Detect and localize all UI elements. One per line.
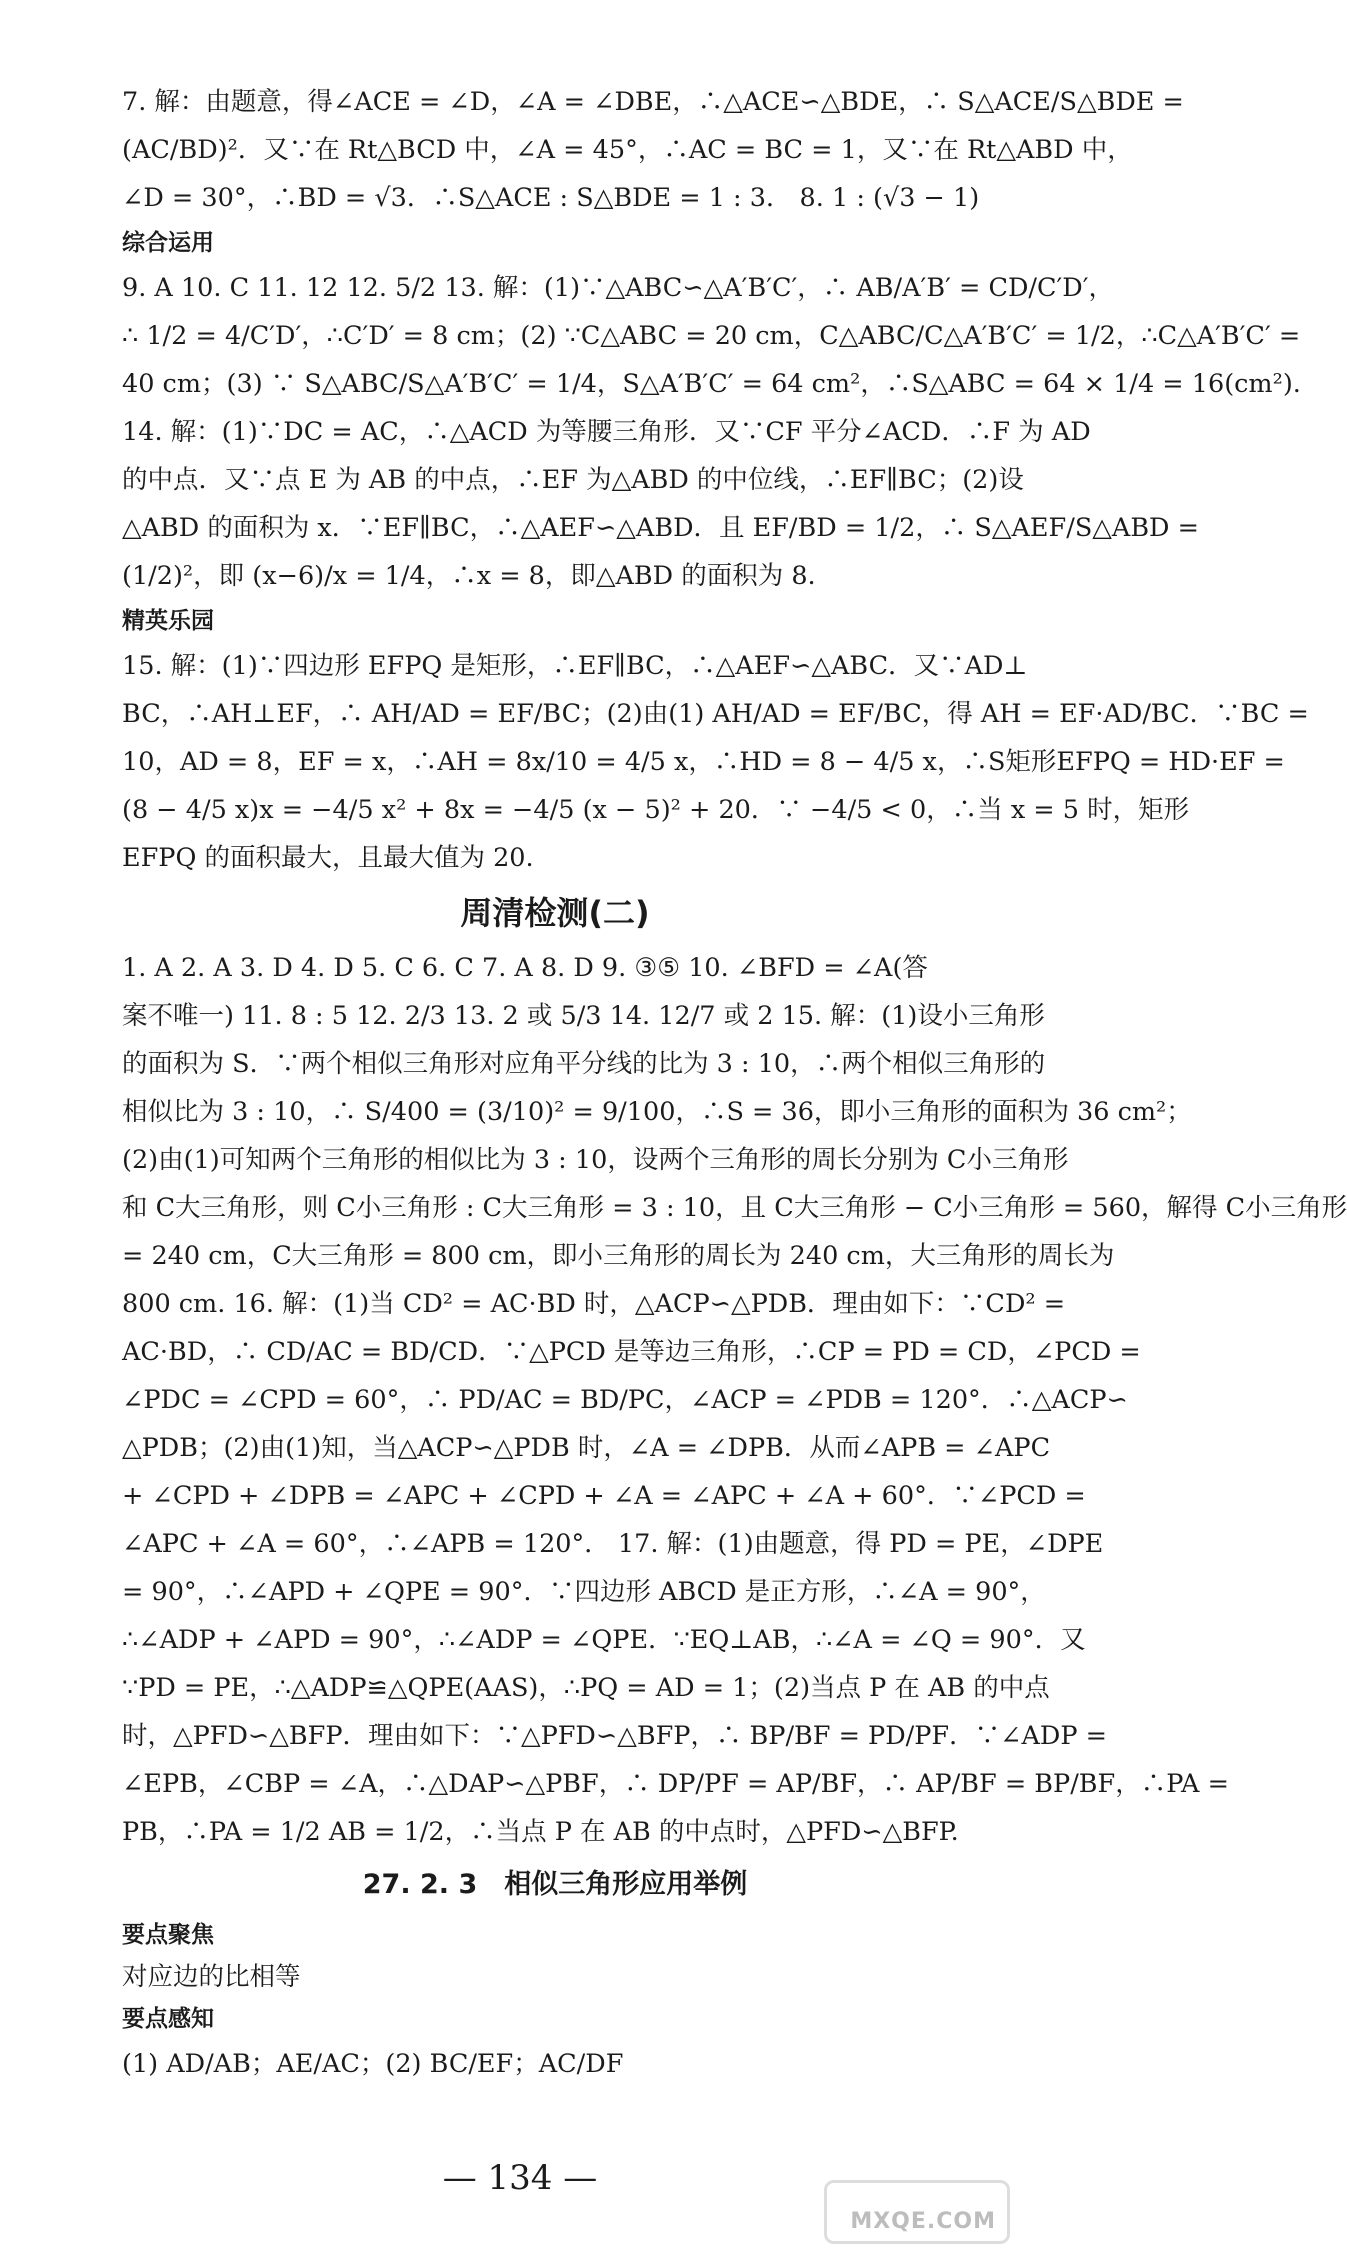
text-line: 15. 解：(1)∵四边形 EFPQ 是矩形，∴EF∥BC，∴△AEF∽△ABC．又∵AD⊥ (122, 651, 1028, 681)
text-line: + ∠CPD + ∠DPB = ∠APC + ∠CPD + ∠A = ∠APC + ∠A + 60°．∵∠PCD = (122, 1481, 1086, 1511)
text-line: 9. A 10. C 11. 12 12. 5/2 13. 解：(1)∵△ABC∽△A′B′C′，∴ AB/A′B′ = CD/C′D′， (122, 273, 1115, 303)
text-line: BC，∴AH⊥EF，∴ AH/AD = EF/BC；(2)由(1) AH/AD = EF/BC，得 AH = EF·AD/BC．∵BC = (122, 699, 1309, 729)
text-line: 7. 解：由题意，得∠ACE = ∠D，∠A = ∠DBE，∴△ACE∽△BDE，∴ S△ACE/S△BDE = (122, 87, 1184, 117)
text-line: (AC/BD)²．又∵在 Rt△BCD 中，∠A = 45°，∴AC = BC = 1，又∵在 Rt△ABD 中， (122, 135, 1133, 165)
section-label: 精英乐园 (122, 608, 214, 634)
text-line: 1. A 2. A 3. D 4. D 5. C 6. C 7. A 8. D 9. ③⑤ 10. ∠BFD = ∠A(答 (122, 953, 928, 983)
text-line: = 240 cm，C大三角形 = 800 cm，即小三角形的周长为 240 cm，大三角形的周长为 (122, 1241, 1115, 1271)
text-line: 时，△PFD∽△BFP．理由如下：∵△PFD∽△BFP，∴ BP/BF = PD/PF．∵∠ADP = (122, 1721, 1107, 1751)
text-line: ∠PDC = ∠CPD = 60°，∴ PD/AC = BD/PC，∠ACP = ∠PDB = 120°．∴△ACP∽ (122, 1385, 1128, 1415)
section-heading: 27. 2. 3 相似三角形应用举例 (362, 1869, 748, 1900)
text-line: ∠EPB，∠CBP = ∠A，∴△DAP∽△PBF，∴ DP/PF = AP/BF，∴ AP/BF = BP/BF，∴PA = (122, 1769, 1229, 1799)
text-line: PB，∴PA = 1/2 AB = 1/2，∴当点 P 在 AB 的中点时，△PFD∽△BFP. (122, 1817, 959, 1847)
text-line: 10，AD = 8，EF = x，∴AH = 8x/10 = 4/5 x，∴HD = 8 − 4/5 x，∴S矩形EFPQ = HD·EF = (122, 747, 1285, 777)
section-heading: 周清检测(二) (460, 894, 650, 932)
text-line: = 90°，∴∠APD + ∠QPE = 90°．∵四边形 ABCD 是正方形，∴∠A = 90°， (122, 1577, 1046, 1607)
text-line: AC·BD，∴ CD/AC = BD/CD．∵△PCD 是等边三角形，∴CP = PD = CD，∠PCD = (122, 1337, 1141, 1367)
text-line: (1) AD/AB；AE/AC；(2) BC/EF；AC/DF (122, 2049, 624, 2079)
answer-content (122, 78, 1347, 2088)
text-line: 案不唯一) 11. 8 : 5 12. 2/3 13. 2 或 5/3 14. 12/7 或 2 15. 解：(1)设小三角形 (122, 1001, 1045, 1031)
site-watermark (820, 2180, 1010, 2240)
text-line: 的中点．又∵点 E 为 AB 的中点，∴EF 为△ABD 的中位线，∴EF∥BC；(2)设 (122, 465, 1024, 495)
text-line: (1/2)²，即 (x−6)/x = 1/4，∴x = 8，即△ABD 的面积为 8. (122, 561, 816, 591)
text-line: ∴∠ADP + ∠APD = 90°，∴∠ADP = ∠QPE．∵EQ⊥AB，∴∠A = ∠Q = 90°．又 (122, 1625, 1086, 1655)
text-line: △ABD 的面积为 x．∵EF∥BC，∴△AEF∽△ABD．且 EF/BD = 1/2，∴ S△AEF/S△ABD = (122, 513, 1199, 543)
section-label: 综合运用 (122, 230, 214, 256)
page-number: — 134 — (442, 2158, 598, 2198)
section-label: 要点感知 (122, 2006, 214, 2032)
text-line: 相似比为 3 : 10，∴ S/400 = (3/10)² = 9/100，∴S = 36，即小三角形的面积为 36 cm²； (122, 1097, 1192, 1127)
text-line: 800 cm. 16. 解：(1)当 CD² = AC·BD 时，△ACP∽△PDB．理由如下：∵CD² = (122, 1289, 1066, 1319)
watermark-text: MXQE.COM (850, 2209, 996, 2234)
text-line: ∠APC + ∠A = 60°，∴∠APB = 120°． 17. 解：(1)由题意，得 PD = PE，∠DPE (122, 1529, 1104, 1559)
text-line: 的面积为 S．∵两个相似三角形对应角平分线的比为 3 : 10，∴两个相似三角形的 (122, 1049, 1046, 1079)
text-line: ∵PD = PE，∴△ADP≌△QPE(AAS)，∴PQ = AD = 1；(2)当点 P 在 AB 的中点 (122, 1673, 1050, 1703)
section-label: 要点聚焦 (122, 1922, 214, 1948)
text-line: ∴ 1/2 = 4/C′D′，∴C′D′ = 8 cm；(2) ∵C△ABC = 20 cm，C△ABC/C△A′B′C′ = 1/2，∴C△A′B′C′ = (122, 321, 1301, 351)
text-line: (2)由(1)可知两个三角形的相似比为 3 : 10，设两个三角形的周长分别为 C小三角形 (122, 1145, 1069, 1175)
text-line: 40 cm；(3) ∵ S△ABC/S△A′B′C′ = 1/4，S△A′B′C′ = 64 cm²，∴S△ABC = 64 × 1/4 = 16(cm²). (122, 369, 1301, 399)
text-line: 和 C大三角形，则 C小三角形 : C大三角形 = 3 : 10，且 C大三角形 − C小三角形 = 560，解得 C小三角形 (122, 1193, 1347, 1223)
text-line: 对应边的比相等 (122, 1962, 301, 1992)
text-line: EFPQ 的面积最大，且最大值为 20. (122, 843, 534, 873)
text-line: ∠D = 30°，∴BD = √3．∴S△ACE : S△BDE = 1 : 3． 8. 1 : (√3 − 1) (122, 183, 980, 213)
text-line: 14. 解：(1)∵DC = AC，∴△ACD 为等腰三角形．又∵CF 平分∠ACD．∴F 为 AD (122, 417, 1091, 447)
text-line: △PDB；(2)由(1)知，当△ACP∽△PDB 时，∠A = ∠DPB．从而∠APB = ∠APC (122, 1433, 1051, 1463)
text-line: (8 − 4/5 x)x = −4/5 x² + 8x = −4/5 (x − 5)² + 20．∵ −4/5 < 0，∴当 x = 5 时，矩形 (122, 795, 1190, 825)
